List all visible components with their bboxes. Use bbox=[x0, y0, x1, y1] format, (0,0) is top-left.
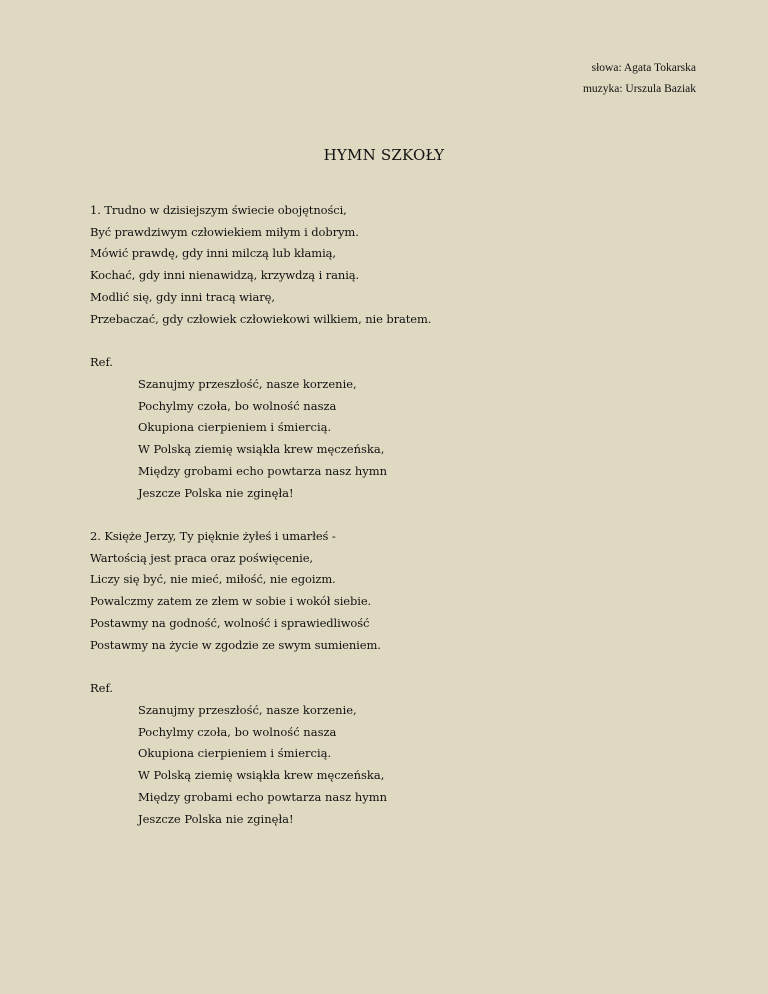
refrain-line: Szanujmy przeszłość, nasze korzenie, bbox=[138, 377, 357, 391]
verse-line: Powalczmy zatem ze złem w sobie i wokół siebie. bbox=[90, 594, 372, 609]
verse-line: Modlić się, gdy inni tracą wiarę, bbox=[90, 289, 275, 304]
lyrics-author: słowa: Agata Tokarska bbox=[591, 62, 696, 74]
credits bbox=[583, 58, 696, 100]
refrain-line: Między grobami echo powtarza nasz hymn bbox=[138, 463, 388, 478]
music-author: muzyka: Urszula Baziak bbox=[582, 83, 696, 95]
refrain-line: W Polską ziemię wsiąkła krew męczeńska, bbox=[138, 768, 385, 783]
refrain-line: Szanujmy przeszłość, nasze korzenie, bbox=[138, 703, 357, 717]
verse-line: Przebaczać, gdy człowiek człowiekowi wilkiem, nie bratem. bbox=[90, 311, 432, 326]
refrain-2 bbox=[138, 700, 387, 830]
page-title: HYMN SZKOŁY bbox=[323, 146, 445, 164]
refrain-label: Ref. bbox=[90, 681, 113, 695]
verse-line: Postawmy na godność, wolność i sprawiedliwość bbox=[90, 615, 370, 630]
refrain-line: Okupiona cierpieniem i śmiercią. bbox=[138, 746, 332, 761]
refrain-line: W Polską ziemię wsiąkła krew męczeńska, bbox=[138, 442, 385, 457]
refrain-line: Między grobami echo powtarza nasz hymn bbox=[138, 789, 388, 804]
verse-line: Postawmy na życie w zgodzie ze swym sumieniem. bbox=[90, 637, 381, 652]
verse-1 bbox=[90, 200, 431, 330]
verse-2 bbox=[90, 526, 381, 656]
verse-line: Wartością jest praca oraz poświęcenie, bbox=[90, 550, 313, 565]
refrain-line: Pochylmy czoła, bo wolność nasza bbox=[138, 398, 337, 413]
refrain-line: Okupiona cierpieniem i śmiercią. bbox=[138, 420, 332, 435]
verse-line: 1. Trudno w dzisiejszym świecie obojętności, bbox=[90, 203, 347, 217]
refrain-line: Jeszcze Polska nie zginęła! bbox=[138, 485, 294, 500]
verse-line: Mówić prawdę, gdy inni milczą lub kłamią, bbox=[90, 246, 336, 261]
verse-line: 2. Księże Jerzy, Ty pięknie żyłeś i umarłeś - bbox=[90, 529, 336, 543]
refrain-line: Jeszcze Polska nie zginęła! bbox=[138, 811, 294, 826]
verse-line: Liczy się być, nie mieć, miłość, nie egoizm. bbox=[90, 572, 336, 587]
verse-line: Kochać, gdy inni nienawidzą, krzywdzą i ranią. bbox=[90, 268, 360, 283]
refrain-label: Ref. bbox=[90, 355, 113, 369]
refrain-line: Pochylmy czoła, bo wolność nasza bbox=[138, 724, 337, 739]
verse-line: Być prawdziwym człowiekiem miłym i dobrym. bbox=[90, 224, 359, 239]
refrain-1 bbox=[138, 374, 387, 504]
